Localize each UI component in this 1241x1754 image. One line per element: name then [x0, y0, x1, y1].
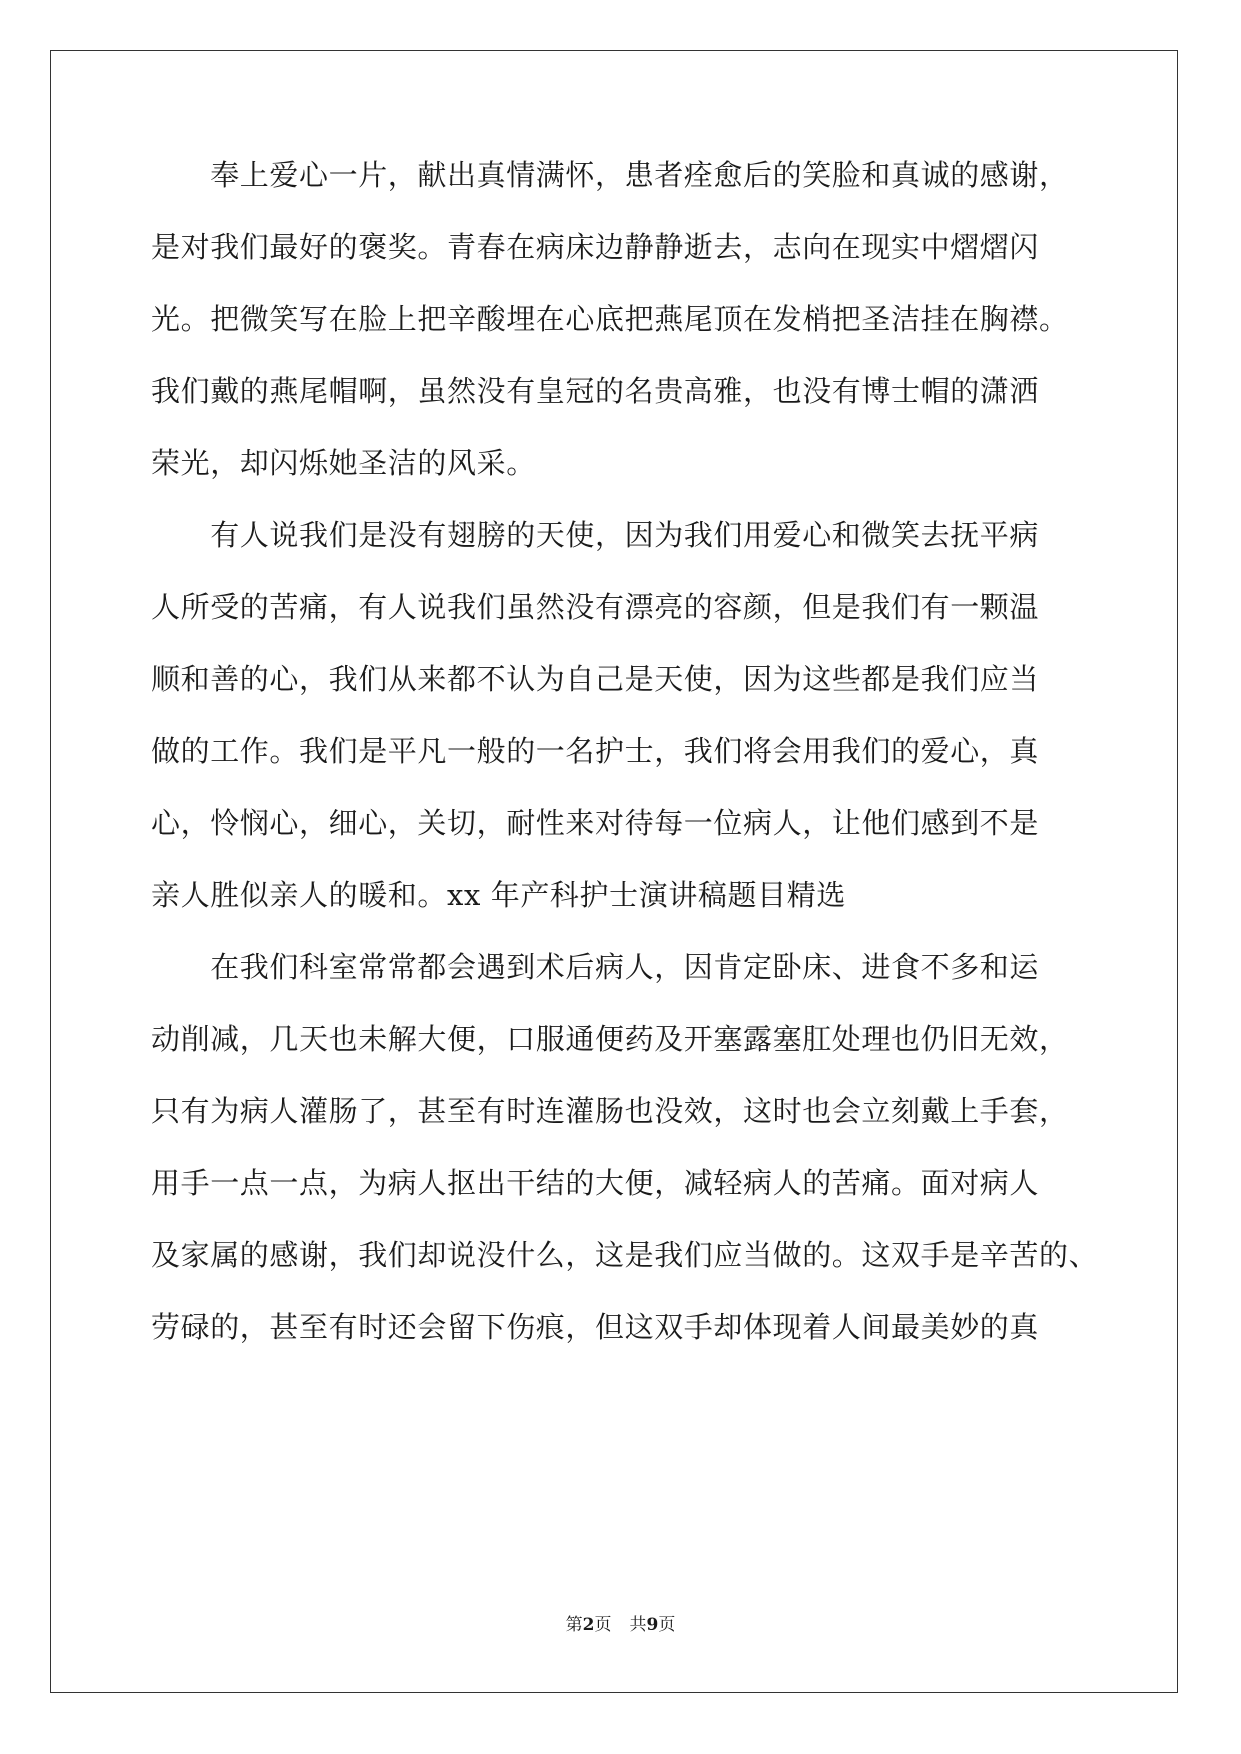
text-line: 做的工作。我们是平凡一般的一名护士，我们将会用我们的爱心，真	[151, 734, 1040, 768]
text-line: 及家属的感谢，我们却说没什么，这是我们应当做的。这双手是辛苦的、	[151, 1238, 1099, 1272]
text-line: 顺和善的心，我们从来都不认为自己是天使，因为这些都是我们应当	[151, 662, 1040, 696]
page-label-prefix: 第	[565, 1615, 583, 1635]
text-line: 人所受的苦痛，有人说我们虽然没有漂亮的容颜，但是我们有一颗温	[151, 590, 1040, 624]
text-line: 劳碌的，甚至有时还会留下伤痕，但这双手却体现着人间最美妙的真	[151, 1310, 1040, 1344]
total-label-prefix: 共	[629, 1615, 647, 1635]
text-line: 我们戴的燕尾帽啊，虽然没有皇冠的名贵高雅，也没有博士帽的潇洒	[151, 374, 1040, 408]
total-page-number: 9	[646, 1615, 659, 1635]
current-page-number: 2	[582, 1615, 595, 1635]
page-border	[50, 50, 1178, 1693]
text-line: 有人说我们是没有翅膀的天使，因为我们用爱心和微笑去抚平病	[151, 518, 1040, 552]
text-line: 奉上爱心一片，献出真情满怀，患者痊愈后的笑脸和真诚的感谢，	[151, 158, 1069, 192]
page-label-suffix: 页	[594, 1615, 612, 1635]
page-footer	[0, 1610, 1241, 1635]
text-line: 只有为病人灌肠了，甚至有时连灌肠也没效，这时也会立刻戴上手套，	[151, 1094, 1069, 1128]
text-line: 光。把微笑写在脸上把辛酸埋在心底把燕尾顶在发梢把圣洁挂在胸襟。	[151, 302, 1069, 336]
total-label-suffix: 页	[658, 1615, 676, 1635]
text-line: 动削减，几天也未解大便，口服通便药及开塞露塞肛处理也仍旧无效，	[151, 1022, 1069, 1056]
text-line: 亲人胜似亲人的暖和。xx 年产科护士演讲稿题目精选	[151, 878, 846, 912]
text-line: 用手一点一点，为病人抠出干结的大便，减轻病人的苦痛。面对病人	[151, 1166, 1040, 1200]
text-line: 在我们科室常常都会遇到术后病人，因肯定卧床、进食不多和运	[151, 950, 1040, 984]
text-line: 心，怜悯心，细心，关切，耐性来对待每一位病人，让他们感到不是	[151, 806, 1040, 840]
text-line: 是对我们最好的褒奖。青春在病床边静静逝去，志向在现实中熠熠闪	[151, 230, 1040, 264]
text-line: 荣光，却闪烁她圣洁的风采。	[151, 446, 536, 480]
